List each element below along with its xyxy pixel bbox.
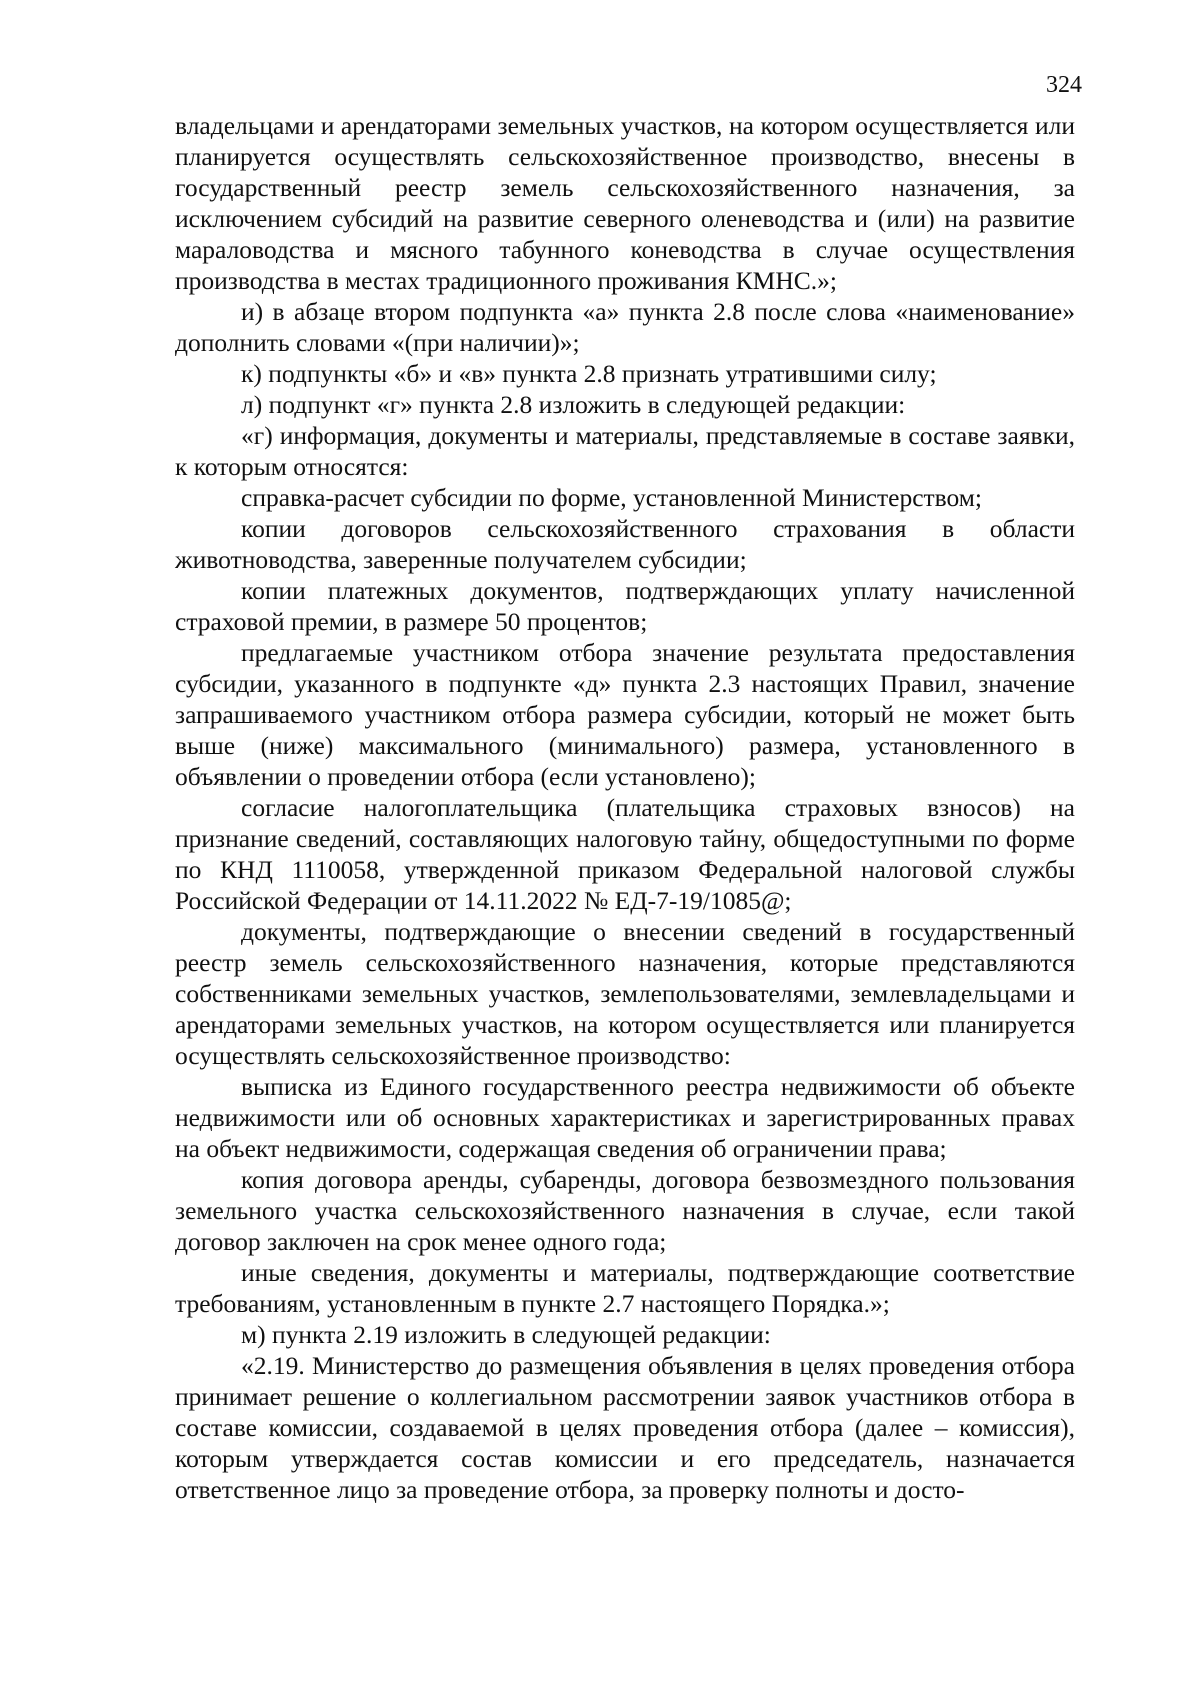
paragraph-clause-2-19: «2.19. Министерство до размещения объявления в целях проведения отбора принимает решение о коллегиальном рассмотрении заявок участников отбора в составе комиссии, создаваемой в целях проведения отбора (далее – комиссия), которым утверждается состав комиссии и его председатель, назначается ответственное лицо за проведение отбора, за проверку полноты и досто- bbox=[175, 1351, 1075, 1504]
paragraph-list-entry: выписка из Единого государственного реестра недвижимости об объекте недвижимости или об основных характеристиках и зарегистрированных правах на объект недвижимости, содержащая сведения об ограничении права; bbox=[175, 1072, 1075, 1163]
paragraph-list-entry: согласие налогоплательщика (плательщика страховых взносов) на признание сведений, составляющих налоговую тайну, общедоступными по форме по КНД 1110058, утвержденной приказом Федеральной налоговой службы Российской Федерации от 14.11.2022 № ЕД-7-19/1085@; bbox=[175, 793, 1075, 915]
paragraph-continuation: владельцами и арендаторами земельных участков, на котором осуществляется или планируется осуществлять сельскохозяйственное производство, внесены в государственный реестр земель сельскохозяйственного назначения, за исключением субсидий на развитие северного оленеводства и (или) на развитие мараловодства и мясного табунного коневодства в случае осуществления производства в местах традиционного проживания КМНС.»; bbox=[175, 111, 1075, 295]
paragraph-list-entry: справка-расчет субсидии по форме, установленной Министерством; bbox=[241, 483, 983, 512]
paragraph-list-entry: копии платежных документов, подтверждающих уплату начисленной страховой премии, в размере 50 процентов; bbox=[175, 576, 1075, 636]
paragraph-item-k: к) подпункты «б» и «в» пункта 2.8 признать утратившими силу; bbox=[241, 359, 937, 388]
document-body bbox=[175, 110, 1075, 1505]
page-number: 324 bbox=[1046, 72, 1082, 98]
paragraph-list-entry: предлагаемые участником отбора значение результата предоставления субсидии, указанного в подпункте «д» пункта 2.3 настоящих Правил, значение запрашиваемого участником отбора размера субсидии, который не может быть выше (ниже) максимального (минимального) размера, установленного в объявлении о проведении отбора (если установлено); bbox=[175, 638, 1075, 791]
paragraph-list-entry: документы, подтверждающие о внесении сведений в государственный реестр земель сельскохозяйственного назначения, которые представляются собственниками земельных участков, землепользователями, землевладельцами и арендаторами земельных участков, на котором осуществляется или планируется осуществлять сельскохозяйственное производство: bbox=[175, 917, 1075, 1070]
paragraph-subitem-g: «г) информация, документы и материалы, представляемые в составе заявки, к которым относятся: bbox=[175, 421, 1075, 481]
paragraph-item-i: и) в абзаце втором подпункта «а» пункта 2.8 после слова «наименование» дополнить словами «(при наличии)»; bbox=[175, 297, 1075, 357]
paragraph-list-entry: иные сведения, документы и материалы, подтверждающие соответствие требованиям, установленным в пункте 2.7 настоящего Порядка.»; bbox=[175, 1258, 1075, 1318]
paragraph-list-entry: копии договоров сельскохозяйственного страхования в области животноводства, заверенные получателем субсидии; bbox=[175, 514, 1075, 574]
paragraph-item-l: л) подпункт «г» пункта 2.8 изложить в следующей редакции: bbox=[241, 390, 906, 419]
paragraph-list-entry: копия договора аренды, субаренды, договора безвозмездного пользования земельного участка сельскохозяйственного назначения в случае, если такой договор заключен на срок менее одного года; bbox=[175, 1165, 1075, 1256]
paragraph-item-m: м) пункта 2.19 изложить в следующей редакции: bbox=[241, 1320, 771, 1349]
